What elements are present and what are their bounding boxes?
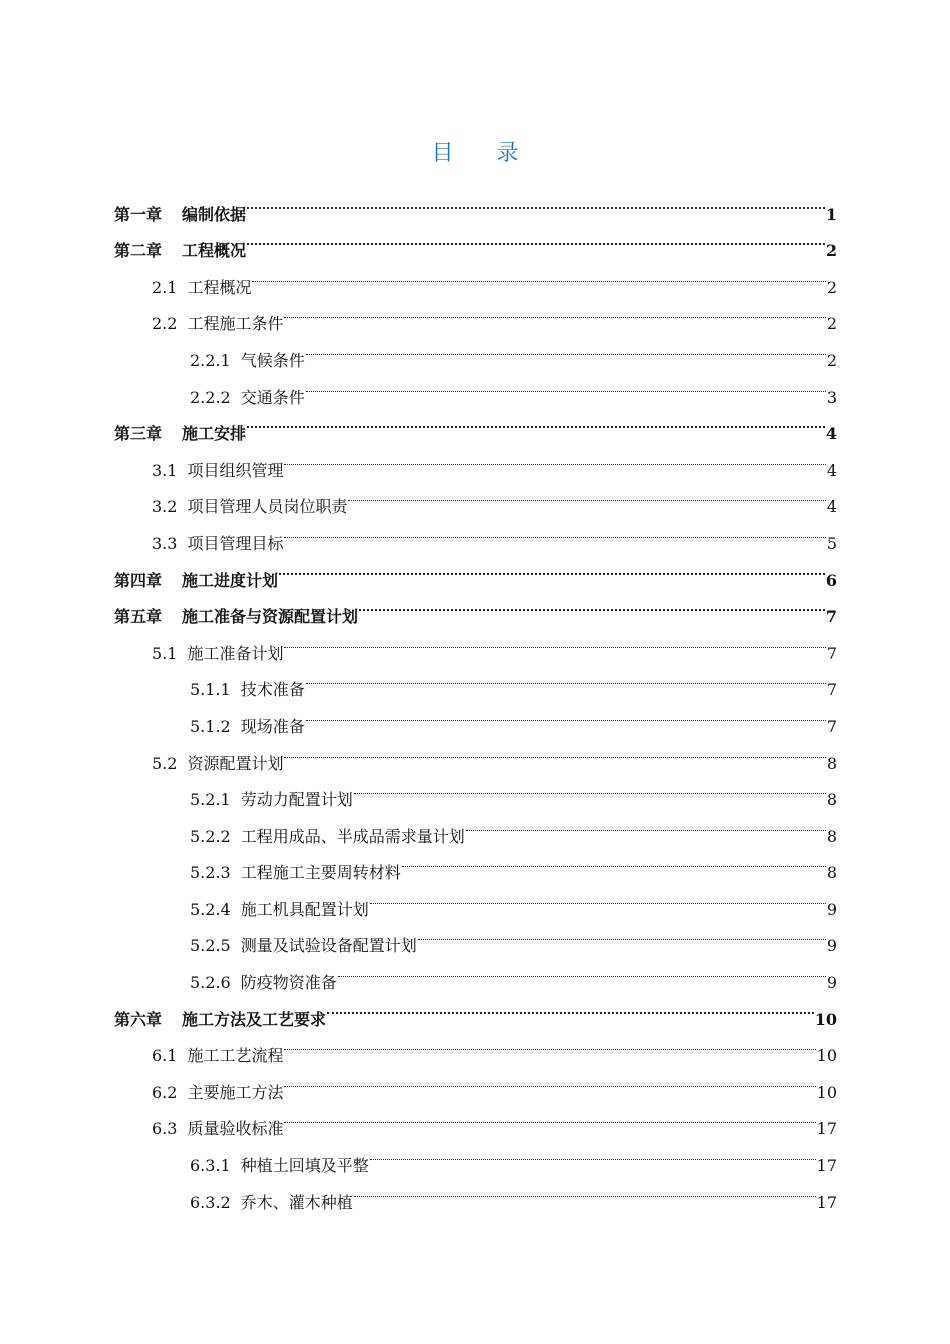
toc-dot-leader — [370, 1134, 816, 1171]
toc-entry-title: 施工安排 — [182, 424, 247, 444]
toc-dot-leader — [418, 915, 826, 952]
toc-entry-page-number: 4 — [826, 460, 837, 480]
toc-dot-leader — [370, 878, 826, 915]
toc-entry-number: 6.3.1 — [190, 1156, 231, 1176]
toc-entry-title: 工程用成品、半成品需求量计划 — [240, 826, 465, 846]
toc-dot-leader — [359, 586, 825, 623]
toc-entry-page-number: 6 — [825, 570, 837, 590]
toc-dot-leader — [402, 842, 826, 879]
toc-entry-number: 6.3.2 — [190, 1192, 231, 1212]
toc-entry-title: 乔木、灌木种植 — [240, 1192, 353, 1212]
toc-dot-leader — [306, 329, 826, 366]
toc-dot-leader — [284, 622, 825, 659]
toc-entry-title: 施工方法及工艺要求 — [182, 1009, 327, 1029]
toc-entry-number: 5.2.4 — [190, 899, 231, 919]
toc-dot-leader — [247, 220, 825, 257]
toc-entry-title: 工程概况 — [182, 241, 247, 261]
toc-entry-title: 施工机具配置计划 — [240, 899, 369, 919]
toc-entry-title: 技术准备 — [240, 680, 305, 700]
toc-dot-leader — [284, 1061, 815, 1098]
toc-entry-page-number: 4 — [826, 497, 837, 517]
toc-dot-leader — [327, 988, 814, 1025]
toc-dot-leader — [348, 476, 825, 513]
toc-entry-title: 项目管理人员岗位职责 — [187, 497, 348, 517]
toc-entry-title: 工程施工条件 — [187, 314, 284, 334]
toc-entry-number: 6.2 — [152, 1082, 178, 1102]
toc-entry-title: 交通条件 — [240, 387, 305, 407]
toc-dot-leader — [284, 439, 825, 476]
toc-entry-page-number: 8 — [826, 826, 837, 846]
toc-entry-title: 编制依据 — [182, 204, 247, 224]
toc-entry-title: 施工准备计划 — [187, 643, 284, 663]
toc-dot-leader — [252, 256, 825, 293]
toc-entry-number: 2.2 — [152, 314, 178, 334]
toc-dot-leader — [284, 293, 825, 330]
toc-entry-page-number: 10 — [816, 1046, 837, 1066]
toc-entry-page-number: 17 — [816, 1156, 837, 1176]
toc-entry-title: 项目管理目标 — [187, 533, 284, 553]
toc-dot-leader — [306, 659, 826, 696]
toc-entry-number: 5.2 — [152, 753, 178, 773]
toc-dot-leader — [284, 1025, 815, 1062]
toc-entry-number: 5.2.2 — [190, 826, 231, 846]
toc-entry-page-number: 2 — [826, 350, 837, 370]
toc-dot-leader — [284, 732, 825, 769]
toc-dot-leader — [247, 183, 825, 220]
toc-entry-page-number: 17 — [816, 1192, 837, 1212]
toc-entry-title: 现场准备 — [240, 716, 305, 736]
toc-entry-number: 5.1.1 — [190, 680, 231, 700]
toc-entry-number: 5.2.3 — [190, 863, 231, 883]
toc-entry-title: 测量及试验设备配置计划 — [240, 936, 417, 956]
toc-entry-page-number: 2 — [826, 314, 837, 334]
toc-dot-leader — [284, 1098, 815, 1135]
toc-entry-number: 2.2.1 — [190, 350, 231, 370]
toc-entry-page-number: 3 — [826, 387, 837, 407]
toc-entry-page-number: 1 — [825, 204, 837, 224]
toc-entry-number: 第三章 — [114, 424, 163, 444]
toc-entry-title: 工程施工主要周转材料 — [240, 863, 401, 883]
toc-entry-page-number: 9 — [826, 936, 837, 956]
toc-entry-number: 6.3 — [152, 1119, 178, 1139]
toc-entry-number: 3.3 — [152, 533, 178, 553]
toc-dot-leader — [306, 695, 826, 732]
toc-entry-title: 施工准备与资源配置计划 — [182, 607, 359, 627]
toc-entry-page-number: 9 — [826, 973, 837, 993]
toc-entry-page-number: 8 — [826, 863, 837, 883]
toc-entry-number: 5.2.6 — [190, 973, 231, 993]
toc-entry-title: 主要施工方法 — [187, 1082, 284, 1102]
toc-entry-number: 2.2.2 — [190, 387, 231, 407]
toc-entry-page-number: 10 — [816, 1082, 837, 1102]
toc-entry-title: 施工进度计划 — [182, 570, 279, 590]
toc-entry-number: 第六章 — [114, 1009, 163, 1029]
toc-entry-page-number: 10 — [814, 1009, 837, 1029]
toc-entry-number: 5.2.5 — [190, 936, 231, 956]
table-of-contents — [114, 183, 837, 1212]
toc-dot-leader — [247, 403, 825, 440]
toc-entry-page-number: 7 — [825, 607, 837, 627]
toc-entry-page-number: 7 — [826, 716, 837, 736]
toc-entry[interactable] — [114, 183, 837, 224]
toc-entry-page-number: 8 — [826, 790, 837, 810]
toc-entry-page-number: 7 — [826, 643, 837, 663]
toc-entry-number: 5.2.1 — [190, 790, 231, 810]
toc-entry-title: 种植土回填及平整 — [240, 1156, 369, 1176]
toc-dot-leader — [284, 512, 825, 549]
toc-entry-number: 2.1 — [152, 277, 178, 297]
toc-entry-number: 3.2 — [152, 497, 178, 517]
toc-entry-page-number: 8 — [826, 753, 837, 773]
toc-entry-page-number: 9 — [826, 899, 837, 919]
toc-dot-leader — [466, 805, 826, 842]
toc-entry-number: 3.1 — [152, 460, 178, 480]
toc-entry-page-number: 17 — [816, 1119, 837, 1139]
toc-entry-title: 项目组织管理 — [187, 460, 284, 480]
toc-entry-title: 气候条件 — [240, 350, 305, 370]
toc-entry-number: 5.1 — [152, 643, 178, 663]
toc-dot-leader — [338, 951, 826, 988]
toc-dot-leader — [279, 549, 825, 586]
toc-entry-title: 质量验收标准 — [187, 1119, 284, 1139]
toc-dot-leader — [354, 1171, 816, 1208]
toc-entry-title: 工程概况 — [187, 277, 252, 297]
toc-entry-page-number: 7 — [826, 680, 837, 700]
toc-entry-page-number: 2 — [825, 241, 837, 261]
toc-title: 目 录 — [431, 141, 537, 166]
toc-entry-number: 第四章 — [114, 570, 163, 590]
toc-entry-number: 第二章 — [114, 241, 163, 261]
toc-entry-title: 劳动力配置计划 — [240, 790, 353, 810]
toc-entry-number: 第一章 — [114, 204, 163, 224]
toc-entry-page-number: 4 — [825, 424, 837, 444]
toc-entry-page-number: 5 — [826, 533, 837, 553]
toc-entry-title: 施工工艺流程 — [187, 1046, 284, 1066]
toc-entry-number: 5.1.2 — [190, 716, 231, 736]
toc-entry-title: 防疫物资准备 — [240, 973, 337, 993]
toc-entry-title: 资源配置计划 — [187, 753, 284, 773]
toc-entry-page-number: 2 — [826, 277, 837, 297]
toc-entry-number: 第五章 — [114, 607, 163, 627]
toc-entry-number: 6.1 — [152, 1046, 178, 1066]
toc-dot-leader — [354, 769, 826, 806]
toc-dot-leader — [306, 366, 826, 403]
